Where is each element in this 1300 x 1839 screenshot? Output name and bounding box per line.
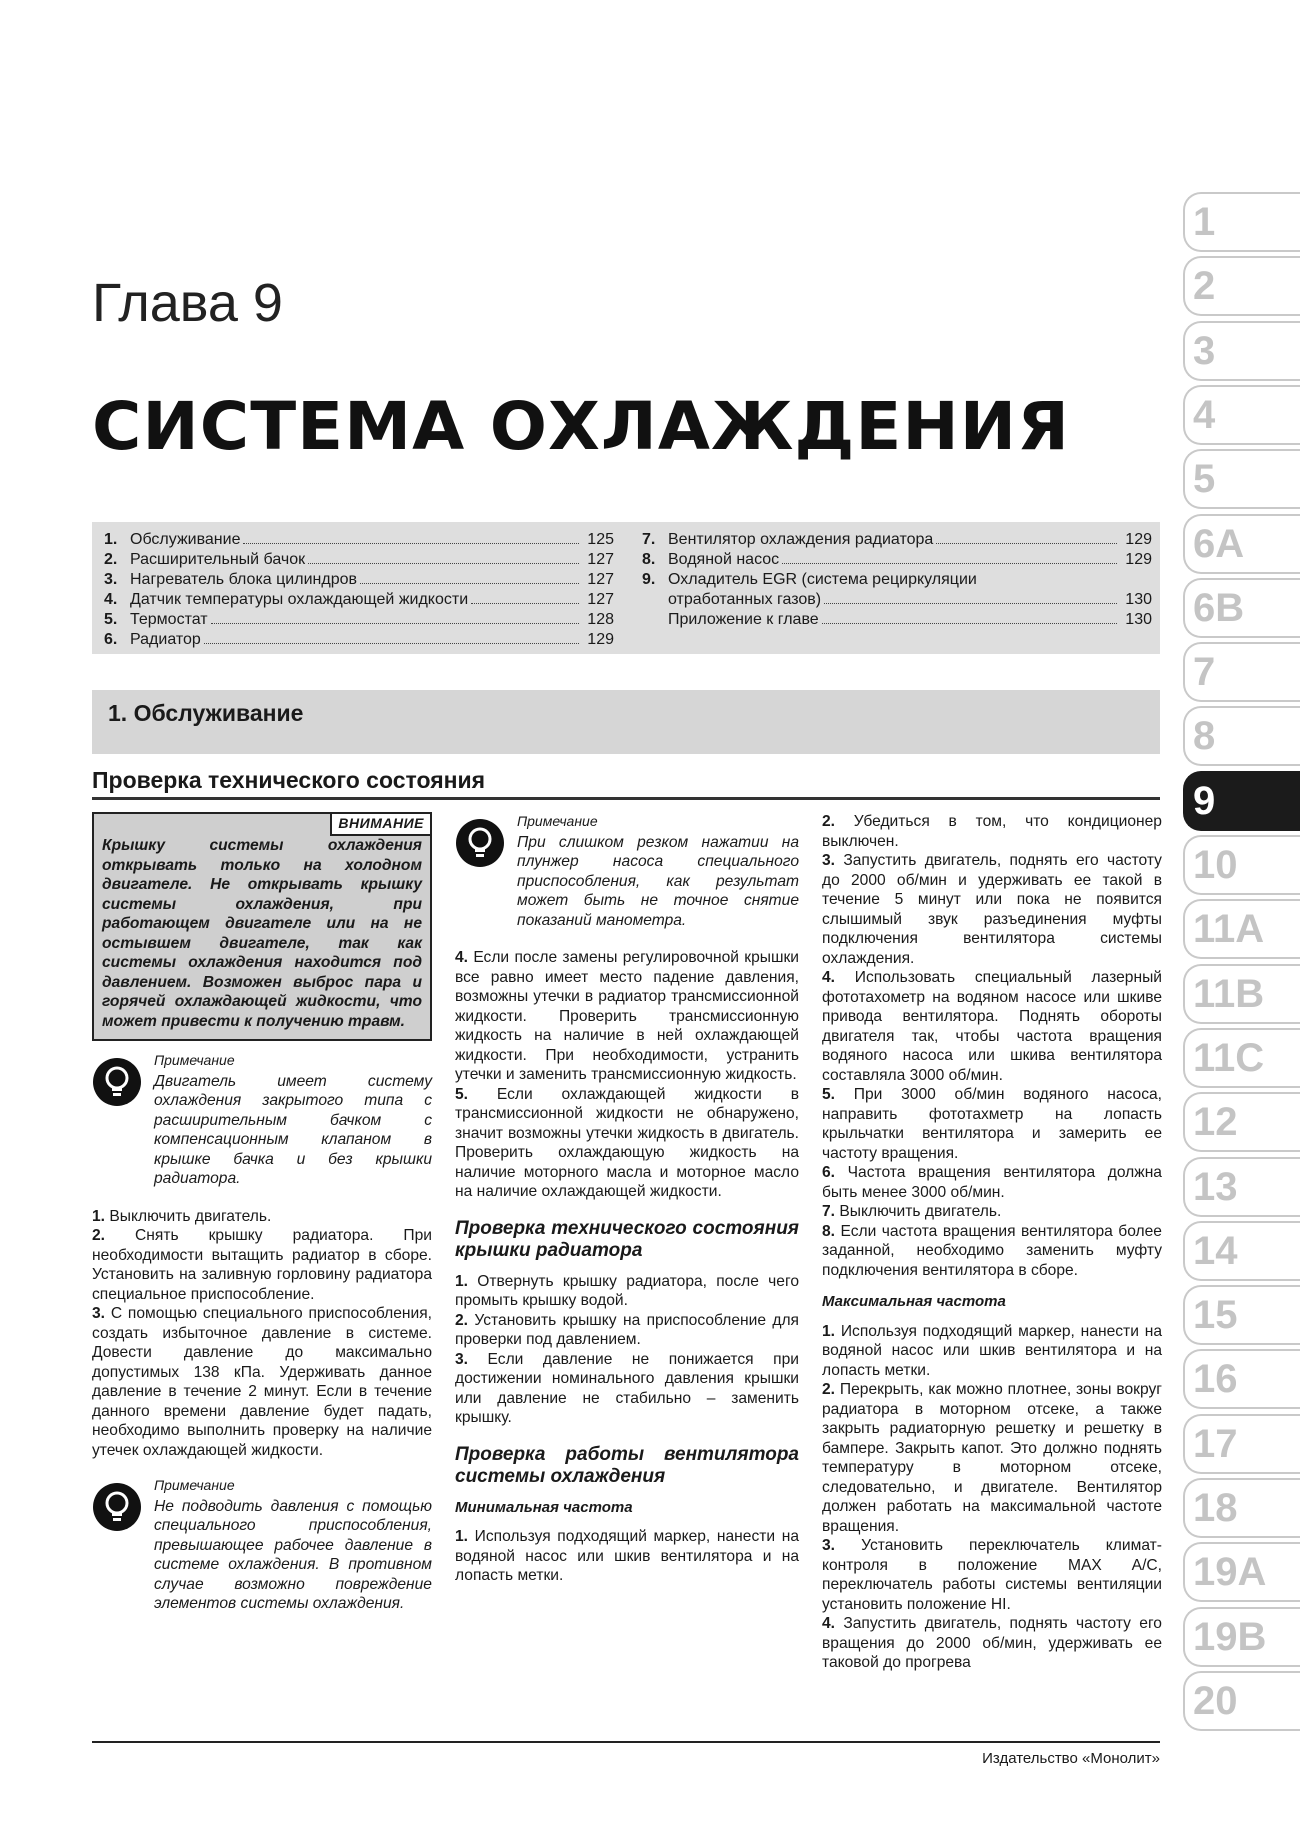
- step-item: [92, 1304, 432, 1460]
- step-text: Установить крышку на приспособление для проверки под давлением.: [455, 1311, 799, 1348]
- chapter-tab-label: 17: [1193, 1422, 1238, 1466]
- step-item: [92, 1226, 432, 1304]
- subsection-title: Проверка технического состояния: [92, 767, 486, 793]
- chapter-tab-label: 15: [1193, 1293, 1238, 1337]
- step-text: С помощью специального приспособления, создать избыточное давление в системе. Довести давление до максимально допустимых 138 кПа. Удерживать данное давление в течение 2 минут. Если в течение данного времени давление будет падать, необходимо выполнить проверку на наличие утечек охлаждающей жидкости.: [92, 1305, 432, 1459]
- step-item: [822, 1085, 1162, 1163]
- toc-entry-title: Расширительный бачок: [130, 551, 306, 568]
- note-box: [455, 812, 799, 930]
- step-number: 2.: [455, 1311, 469, 1329]
- text-column-1: [92, 812, 432, 1632]
- step-number: 3.: [822, 852, 836, 869]
- toc-entry-page: 127: [587, 551, 614, 568]
- step-text: Снять крышку радиатора. При необходимости вытащить радиатор в сборе. Установить на заливную горловину радиатора специальное приспособление.: [92, 1227, 432, 1303]
- toc-leader: [360, 583, 579, 584]
- toc-entry-page: 129: [1125, 551, 1152, 568]
- step-text: Запустить двигатель, поднять частоту его вращения до 2000 об/мин, удерживать ее таковой до прогрева: [822, 1615, 1162, 1671]
- toc-entry-page: 127: [587, 591, 614, 608]
- toc-entry: [104, 570, 614, 590]
- note-text: Двигатель имеет систему охлаждения закрытого типа с расширительным бачком с компенсационным клапаном в крышке бачка и без крышки радиатора.: [154, 1072, 432, 1187]
- step-item: [822, 812, 1162, 851]
- step-number: 7.: [822, 1203, 836, 1220]
- toc-entry: [642, 530, 1152, 550]
- note-text: При слишком резком нажатии на плунжер насоса специального приспособления, как результат может быть не точное снятие показаний манометра.: [517, 833, 799, 929]
- step-number: 1.: [455, 1272, 469, 1290]
- step-number: 3.: [455, 1350, 469, 1368]
- step-number: 2.: [92, 1227, 106, 1244]
- chapter-tab-label: 10: [1193, 843, 1238, 887]
- toc-entry: [642, 610, 1152, 630]
- chapter-tab-15[interactable]: [1183, 1285, 1300, 1345]
- toc-entry-page: 130: [1125, 591, 1152, 608]
- chapter-tab-label: 4: [1193, 393, 1216, 437]
- toc-entry-number: 7.: [642, 531, 656, 548]
- step-list: [822, 1322, 1162, 1673]
- lightbulb-note-icon: [92, 1482, 142, 1532]
- note-caption: Примечание: [154, 1477, 235, 1493]
- chapter-tab-4[interactable]: [1183, 385, 1300, 445]
- toc-entry: [104, 590, 614, 610]
- toc-entry-page: 130: [1125, 611, 1152, 628]
- toc-entry-number: 2.: [104, 551, 118, 568]
- chapter-tab-5[interactable]: [1183, 449, 1300, 509]
- step-text: Использовать специальный лазерный фототахометр на водяном насосе или шкиве привода вентилятора. Поднять обороты двигателя так, чтобы частота вращения водяного насоса или шкива вентилятора составляла 3000 об/мин.: [822, 969, 1162, 1084]
- step-number: 3.: [92, 1305, 106, 1322]
- toc-leader: [471, 603, 579, 604]
- chapter-tab-label: 2: [1193, 264, 1216, 308]
- toc-leader: [211, 623, 579, 624]
- subheading: Проверка работы вентилятора системы охлаждения: [455, 1443, 799, 1487]
- toc-entry-page: 129: [1125, 531, 1152, 548]
- chapter-tab-12[interactable]: [1183, 1092, 1300, 1152]
- step-number: 5.: [822, 1086, 836, 1103]
- chapter-tab-16[interactable]: [1183, 1349, 1300, 1409]
- step-number: 1.: [822, 1322, 836, 1340]
- chapter-tab-14[interactable]: [1183, 1221, 1300, 1281]
- step-item: [455, 948, 799, 1085]
- chapter-tab-10[interactable]: [1183, 835, 1300, 895]
- publisher-footer: Издательство «Монолит»: [982, 1750, 1160, 1767]
- chapter-tab-label: 1: [1193, 200, 1216, 244]
- toc-entry-title: Датчик температуры охлаждающей жидкости: [130, 591, 469, 608]
- chapter-tab-6b[interactable]: [1183, 578, 1300, 638]
- step-number: 2.: [822, 813, 836, 830]
- warning-text: Крышку системы охлаждения открывать только на холодном двигателе. Не открывать крышку системы охлаждения, при работающем двигателе или на не остывшем двигателе, так как системы охлаждения находится под давлением. Возможен выброс пара и горячей охлаждающей жидкости, что может привести к получению травм.: [102, 837, 422, 1030]
- footer-rule: [92, 1741, 1160, 1743]
- toc-entry: [104, 550, 614, 570]
- step-item: [455, 1085, 799, 1202]
- toc-entry-page: 129: [587, 631, 614, 648]
- minor-heading: Минимальная частота: [455, 1498, 633, 1516]
- note-caption: Примечание: [517, 813, 598, 829]
- step-item: [822, 1222, 1162, 1281]
- chapter-tab-3[interactable]: [1183, 321, 1300, 381]
- step-text: Выключить двигатель.: [109, 1207, 272, 1225]
- step-text: Выключить двигатель.: [839, 1203, 1002, 1220]
- chapter-tab-label: 11A: [1193, 907, 1265, 951]
- section-title: 1. Обслуживание: [108, 700, 304, 726]
- subsection-rule: [92, 797, 1160, 800]
- step-text: Если давление не понижается при достижении номинального давления крышки или давление не стабильно – заменить крышку.: [455, 1350, 799, 1426]
- toc-entry-number: 4.: [104, 591, 118, 608]
- step-item: [822, 1536, 1162, 1614]
- step-number: 1.: [92, 1207, 106, 1225]
- chapter-tab-9[interactable]: [1183, 771, 1300, 831]
- chapter-tab-label: 9: [1193, 779, 1216, 823]
- step-item: [822, 1163, 1162, 1202]
- chapter-tab-label: 19A: [1193, 1550, 1267, 1594]
- toc-entry: [104, 610, 614, 630]
- warning-tag: ВНИМАНИЕ: [330, 812, 432, 836]
- toc-entry-title: Вентилятор охлаждения радиатора: [668, 531, 934, 548]
- toc-leader: [243, 543, 579, 544]
- step-item: [455, 1527, 799, 1586]
- toc-left-column: [104, 530, 614, 650]
- step-item: [455, 1311, 799, 1350]
- toc-leader: [824, 603, 1117, 604]
- chapter-tab-11b[interactable]: [1183, 964, 1300, 1024]
- step-text: Используя подходящий маркер, нанести на водяной насос или шкив вентилятора и на лопасть метки.: [455, 1528, 799, 1584]
- step-text: Установить переключатель климат-контроля в положение MAX A/C, переключатель работы системы вентиляции установить положение HI.: [822, 1537, 1162, 1613]
- toc-entry-title: отработанных газов): [668, 591, 822, 608]
- toc-entry-title: Обслуживание: [130, 531, 241, 548]
- step-number: 2.: [822, 1381, 836, 1398]
- step-list: [455, 1527, 799, 1586]
- toc-entry-title: Охладитель EGR (система рециркуляции: [668, 571, 977, 588]
- chapter-tab-20[interactable]: [1183, 1671, 1300, 1731]
- chapter-tab-6a[interactable]: [1183, 514, 1300, 574]
- chapter-tab-11a[interactable]: [1183, 899, 1300, 959]
- text-column-3: [822, 812, 1162, 1673]
- step-number: 5.: [455, 1085, 469, 1103]
- chapter-tab-label: 14: [1193, 1229, 1238, 1273]
- lightbulb-note-icon: [92, 1057, 142, 1107]
- chapter-tab-11c[interactable]: [1183, 1028, 1300, 1088]
- chapter-tab-label: 20: [1193, 1679, 1238, 1723]
- lightbulb-note-icon: [455, 818, 505, 868]
- chapter-tab-label: 6A: [1193, 522, 1245, 566]
- chapter-tab-label: 11C: [1193, 1036, 1265, 1080]
- chapter-tab-label: 12: [1193, 1100, 1238, 1144]
- chapter-tab-2[interactable]: [1183, 256, 1300, 316]
- step-text: Частота вращения вентилятора должна быть менее 3000 об/мин.: [822, 1164, 1162, 1201]
- chapter-tab-19b[interactable]: [1183, 1607, 1300, 1667]
- step-text: Отвернуть крышку радиатора, после чего промыть крышку водой.: [455, 1272, 799, 1309]
- chapter-tab-17[interactable]: [1183, 1414, 1300, 1474]
- step-text: Если частота вращения вентилятора более заданной, необходимо заменить муфту подключения вентилятора в сборе.: [822, 1222, 1162, 1279]
- chapter-tab-13[interactable]: [1183, 1157, 1300, 1217]
- step-number: 8.: [822, 1222, 836, 1240]
- step-item: [822, 1202, 1162, 1222]
- step-number: 4.: [822, 969, 836, 986]
- step-list: [455, 948, 799, 1202]
- toc-entry-number: 5.: [104, 611, 118, 628]
- toc-entry: [642, 590, 1152, 610]
- toc-entry-page: 128: [587, 611, 614, 628]
- chapter-tab-label: 16: [1193, 1357, 1238, 1401]
- chapter-tab-label: 8: [1193, 714, 1216, 758]
- step-text: Перекрыть, как можно плотнее, зоны вокруг радиатора в моторном отсеке, а также закрыть радиаторную решетку и решетку в бампере. Закрыть капот. Это должно поднять температуру в моторном отсеке, следовательно, и двигателе. Вентилятор должен работать на максимальной частоте вращения.: [822, 1381, 1162, 1535]
- toc-entry-number: 1.: [104, 531, 118, 548]
- toc-leader: [822, 623, 1117, 624]
- step-item: [455, 1350, 799, 1428]
- warning-box: [92, 812, 432, 1041]
- toc-leader: [308, 563, 579, 564]
- step-text: Используя подходящий маркер, нанести на водяной насос или шкив вентилятора и на лопасть метки.: [822, 1322, 1163, 1379]
- subheading: Проверка технического состояния крышки радиатора: [455, 1217, 799, 1261]
- step-text: При 3000 об/мин водяного насоса, направить фототахметр на лопасть крыльчатки вентилятора и замерить ее частоту вращения.: [822, 1086, 1162, 1162]
- step-item: [822, 968, 1162, 1085]
- toc-entry-number: 6.: [104, 631, 118, 648]
- step-number: 6.: [822, 1164, 836, 1181]
- step-item: [92, 1207, 432, 1227]
- toc-right-column: [642, 530, 1152, 630]
- step-item: [822, 1614, 1162, 1673]
- text-column-2: [455, 812, 799, 1586]
- step-item: [822, 1380, 1162, 1536]
- chapter-tab-label: 5: [1193, 457, 1216, 501]
- toc-leader: [782, 563, 1117, 564]
- chapter-tab-label: 7: [1193, 650, 1216, 694]
- toc-entry-title: Радиатор: [130, 631, 201, 648]
- chapter-tab-label: 19B: [1193, 1615, 1267, 1659]
- chapter-tab-label: 6B: [1193, 586, 1245, 630]
- chapter-title: СИСТЕМА ОХЛАЖДЕНИЯ: [92, 388, 1070, 465]
- chapter-tab-label: 18: [1193, 1486, 1238, 1530]
- toc-entry-title: Водяной насос: [668, 551, 780, 568]
- note-caption: Примечание: [154, 1052, 235, 1068]
- toc-entry: [104, 530, 614, 550]
- step-number: 3.: [822, 1537, 836, 1554]
- toc-leader: [936, 543, 1117, 544]
- table-of-contents: [92, 522, 1160, 654]
- note-box: [92, 1051, 432, 1189]
- chapter-tab-label: 3: [1193, 329, 1216, 373]
- step-item: [822, 851, 1162, 968]
- toc-entry: [104, 630, 614, 650]
- step-item: [822, 1322, 1162, 1381]
- chapter-label: Глава 9: [92, 273, 283, 333]
- toc-entry-page: 127: [587, 571, 614, 588]
- step-number: 1.: [455, 1528, 469, 1545]
- toc-entry: [642, 550, 1152, 570]
- step-number: 4.: [455, 949, 469, 966]
- toc-entry-number: 3.: [104, 571, 118, 588]
- step-text: Если после замены регулировочной крышки все равно имеет место падение давления, возможны утечки в радиатор трансмиссионной жидкости. Проверить трансмиссионную жидкость на наличие в ней охлаждающей жидкости. При необходимости, устранить утечки и заменить трансмиссионную жидкость.: [455, 949, 799, 1083]
- step-list: [455, 1272, 799, 1428]
- step-text: Убедиться в том, что кондиционер выключен.: [822, 813, 1162, 850]
- note-box: [92, 1476, 432, 1614]
- chapter-tab-label: 13: [1193, 1165, 1238, 1209]
- toc-entry: [642, 570, 1152, 590]
- toc-leader: [204, 643, 579, 644]
- chapter-tab-7[interactable]: [1183, 642, 1300, 702]
- toc-entry-number: 9.: [642, 571, 656, 588]
- step-text: Запустить двигатель, поднять его частоту до 2000 об/мин и удерживать ее такой в течение 5 минут или пока не появится слышимый звук разъединения муфты подключения вентилятора системы охлаждения.: [822, 852, 1162, 967]
- step-item: [455, 1272, 799, 1311]
- chapter-tab-1[interactable]: [1183, 192, 1300, 252]
- toc-entry-page: 125: [587, 531, 614, 548]
- step-number: 4.: [822, 1615, 836, 1632]
- toc-entry-title: Приложение к главе: [668, 611, 819, 628]
- toc-entry-number: 8.: [642, 551, 656, 568]
- toc-entry-title: Нагреватель блока цилиндров: [130, 571, 357, 588]
- chapter-tab-18[interactable]: [1183, 1478, 1300, 1538]
- toc-entry-title: Термостат: [130, 611, 208, 628]
- minor-heading: Максимальная частота: [822, 1293, 1006, 1310]
- chapter-tab-8[interactable]: [1183, 706, 1300, 766]
- step-list: [822, 812, 1162, 1280]
- step-list: [92, 1207, 432, 1461]
- chapter-tab-label: 11B: [1193, 972, 1265, 1016]
- note-text: Не подводить давления с помощью специального приспособления, превышающее рабочее давление в системе охлаждения. В противном случае возможно повреждение элементов системы охлаждения.: [154, 1497, 432, 1612]
- step-text: Если охлаждающей жидкости в трансмиссионной жидкости не обнаружено, значит возможны утечки жидкость в двигатель. Проверить охлаждающую жидкость на наличие моторного масла и моторное масло на наличие охлаждающей жидкости.: [455, 1085, 799, 1200]
- chapter-tab-19a[interactable]: [1183, 1542, 1300, 1602]
